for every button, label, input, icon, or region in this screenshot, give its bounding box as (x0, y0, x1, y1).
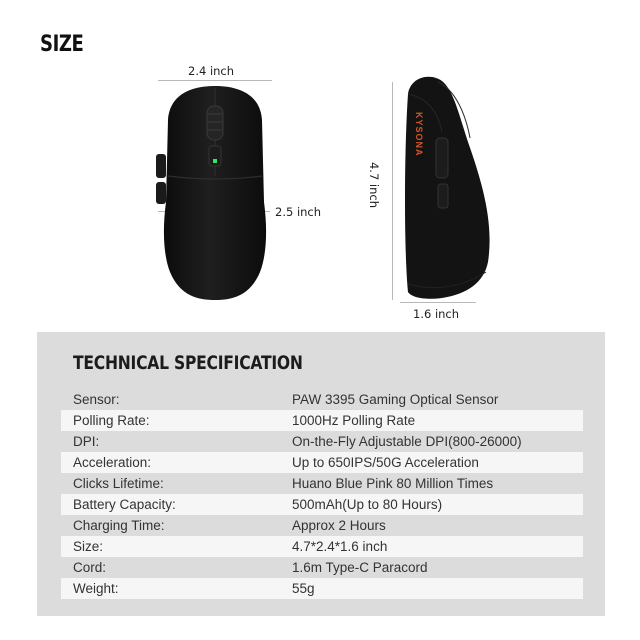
brand-logo-text: KYSONA (414, 112, 424, 157)
spec-row-weight (61, 578, 583, 599)
spec-key: Charging Time: (73, 518, 165, 533)
side-height-label: 4.7 inch (367, 161, 382, 209)
spec-panel (37, 332, 605, 616)
spec-row-sensor (61, 389, 583, 410)
spec-value: On-the-Fly Adjustable DPI(800-26000) (292, 434, 522, 449)
width-dimension-line (158, 80, 272, 81)
spec-value: PAW 3395 Gaming Optical Sensor (292, 392, 499, 407)
spec-row-charging-time (61, 515, 583, 536)
spec-value: 500mAh(Up to 80 Hours) (292, 497, 443, 512)
spec-value: 55g (292, 581, 315, 596)
spec-row-acceleration (61, 452, 583, 473)
spec-key: Cord: (73, 560, 107, 575)
spec-key: Size: (73, 539, 104, 554)
side-width-label: 1.6 inch (413, 307, 460, 321)
height-dimension-line (392, 82, 393, 300)
spec-key: DPI: (73, 434, 100, 449)
spec-value: 4.7*2.4*1.6 inch (292, 539, 388, 554)
mouse-side-view-image (398, 72, 498, 304)
spec-row-dpi (61, 431, 583, 452)
size-heading: SIZE (40, 32, 84, 57)
spec-key: Polling Rate: (73, 413, 150, 428)
top-length-label: 2.5 inch (275, 205, 322, 219)
spec-key: Sensor: (73, 392, 120, 407)
spec-row-cord (61, 557, 583, 578)
spec-value: Approx 2 Hours (292, 518, 386, 533)
spec-key: Acceleration: (73, 455, 152, 470)
spec-table (61, 389, 583, 599)
spec-key: Clicks Lifetime: (73, 476, 164, 491)
spec-value: 1000Hz Polling Rate (292, 413, 416, 428)
mouse-top-view-image (150, 82, 280, 304)
spec-row-polling-rate (61, 410, 583, 431)
spec-key: Weight: (73, 581, 119, 596)
spec-row-battery-capacity (61, 494, 583, 515)
spec-row-size (61, 536, 583, 557)
spec-heading: TECHNICAL SPECIFICATION (73, 352, 303, 374)
spec-value: 1.6m Type-C Paracord (292, 560, 428, 575)
top-width-label: 2.4 inch (188, 64, 235, 78)
spec-row-clicks-lifetime (61, 473, 583, 494)
spec-value: Up to 650IPS/50G Acceleration (292, 455, 479, 470)
spec-value: Huano Blue Pink 80 Million Times (292, 476, 494, 491)
spec-key: Battery Capacity: (73, 497, 176, 512)
